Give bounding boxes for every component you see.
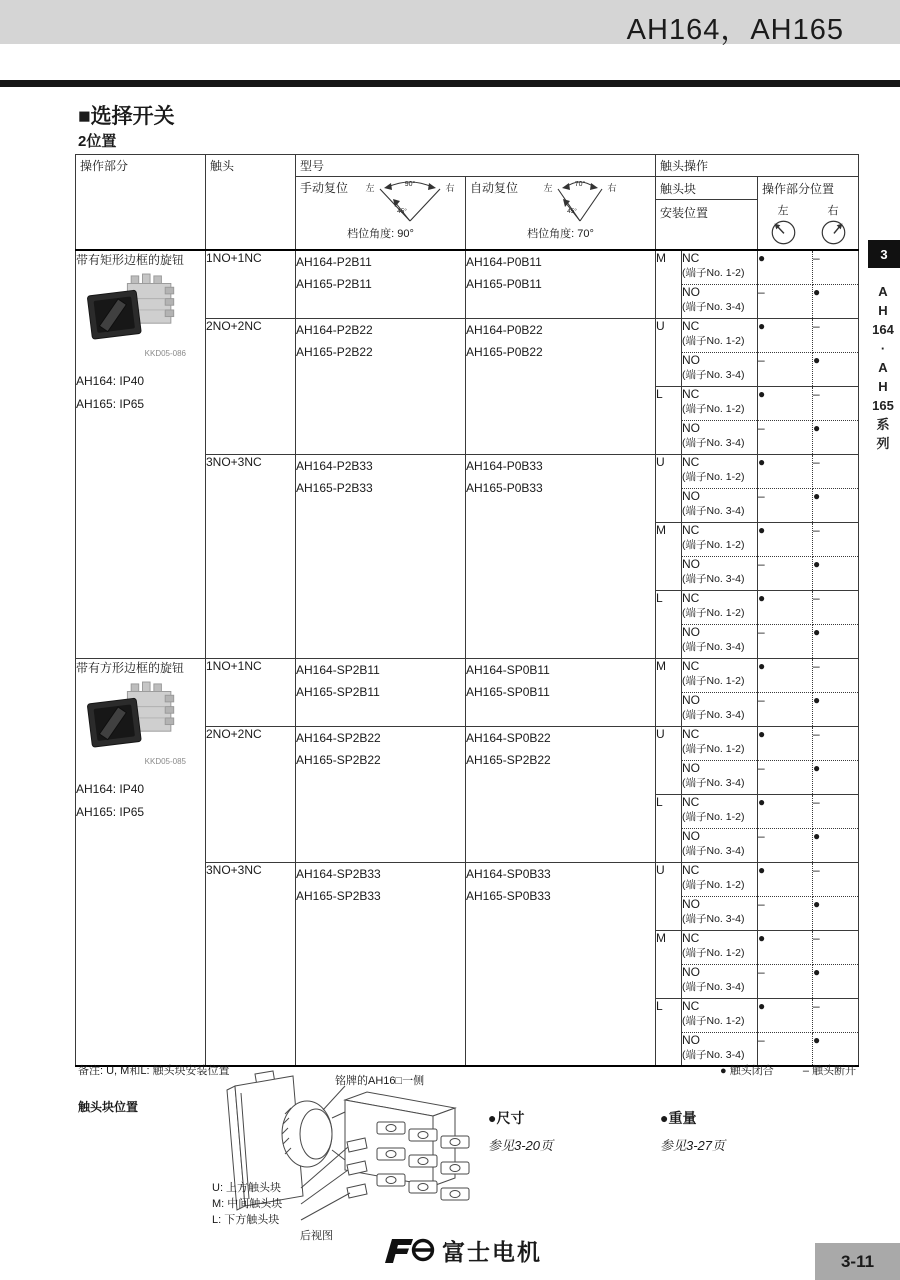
model-number: AH164-SP2B22: [296, 730, 381, 745]
right-state-cell: –: [813, 862, 859, 896]
mounting-position-cell: L: [656, 998, 682, 1066]
nc-label: NC: [682, 862, 700, 877]
left-state-cell: –: [758, 760, 813, 794]
left-state-cell: ●: [758, 726, 813, 760]
operation-part-cell: [76, 250, 206, 658]
page-number: 3-11: [815, 1243, 900, 1280]
dimensions-title: ●尺寸: [488, 1110, 525, 1126]
weight-title: ●重量: [660, 1110, 697, 1126]
left-state-cell: –: [758, 828, 813, 862]
ip-rating-line: AH164: IP40: [76, 374, 145, 388]
left-label: 左: [777, 205, 789, 217]
series-char: ·: [880, 341, 886, 356]
right-state-cell: ●: [813, 284, 859, 318]
left-state-cell: –: [758, 488, 813, 522]
manual-reset-models-cell: [296, 726, 466, 862]
right-state-cell: ●: [813, 1032, 859, 1066]
series-char: 164: [872, 322, 894, 337]
right-state-cell: –: [813, 522, 859, 556]
auto-angle-caption: 档位角度: 70°: [527, 228, 594, 240]
left-state-cell: –: [758, 896, 813, 930]
no-contact-cell: [682, 692, 758, 726]
nc-terminal-label: (端子No. 1-2): [682, 606, 745, 619]
auto-reset-models-cell: [466, 318, 656, 454]
manual-reset-models-cell: [296, 658, 466, 726]
nc-terminal-label: (端子No. 1-2): [682, 470, 745, 483]
no-label: NO: [682, 896, 701, 911]
no-terminal-label: (端子No. 3-4): [682, 1048, 745, 1061]
model-number: AH164-SP0B11: [466, 662, 550, 677]
left-state-cell: ●: [758, 658, 813, 692]
left-state-cell: ●: [758, 454, 813, 488]
nc-label: NC: [682, 454, 700, 469]
series-char: H: [878, 303, 888, 318]
nc-label: NC: [682, 590, 700, 605]
nc-contact-cell: [682, 658, 758, 692]
model-number: AH165-SP2B11: [296, 684, 380, 699]
nc-terminal-label: (端子No. 1-2): [682, 810, 745, 823]
model-number: AH164-P0B22: [466, 322, 543, 337]
nc-terminal-label: (端子No. 1-2): [682, 538, 745, 551]
table-row: [76, 250, 859, 284]
table-row: [76, 658, 859, 692]
left-state-cell: ●: [758, 590, 813, 624]
no-contact-cell: [682, 420, 758, 454]
col-contacts: 触头: [206, 155, 296, 251]
no-label: NO: [682, 284, 701, 299]
manual-reset-models-cell: [296, 862, 466, 1066]
no-label: NO: [682, 1032, 701, 1047]
nc-label: NC: [682, 251, 700, 265]
nc-label: NC: [682, 386, 700, 401]
mounting-position-cell: M: [656, 522, 682, 590]
nc-terminal-label: (端子No. 1-2): [682, 267, 745, 279]
left-state-cell: –: [758, 556, 813, 590]
model-number: AH164-SP0B22: [466, 730, 551, 745]
right-state-cell: ●: [813, 964, 859, 998]
position-label-line: U: 上方触头块: [212, 1182, 282, 1194]
right-state-cell: ●: [813, 760, 859, 794]
position-label-line: L: 下方触头块: [212, 1214, 280, 1226]
mounting-position-cell: M: [656, 250, 682, 318]
no-terminal-label: (端子No. 3-4): [682, 640, 745, 653]
left-state-cell: –: [758, 352, 813, 386]
weight-page-ref: 参见3-27页: [660, 1138, 726, 1153]
auto-reset-label: 自动复位: [470, 181, 519, 195]
mounting-position-cell: L: [656, 590, 682, 658]
series-char: A: [878, 284, 888, 299]
model-number: AH165-SP2B22: [296, 752, 381, 767]
no-contact-cell: [682, 896, 758, 930]
no-terminal-label: (端子No. 3-4): [682, 980, 745, 993]
nc-label: NC: [682, 998, 700, 1013]
product-photo-icon: [82, 272, 205, 349]
contact-block-header-cell: [656, 177, 758, 251]
no-terminal-label: (端子No. 3-4): [682, 436, 745, 449]
right-dial-icon: [820, 237, 847, 249]
legend-closed: ● 触头闭合: [720, 1065, 774, 1077]
model-number: AH165-SP0B11: [466, 684, 550, 699]
photo-caption: KKD05-085: [144, 756, 186, 766]
operation-part-title: 带有方形边框的旋钮: [76, 660, 185, 675]
model-number: AH164-SP0B33: [466, 866, 551, 881]
model-number: AH165-P2B33: [296, 480, 373, 495]
manual-reset-label: 手动复位: [300, 181, 349, 195]
contact-block-position-legend: [212, 1180, 282, 1228]
right-state-cell: ●: [813, 352, 859, 386]
no-terminal-label: (端子No. 3-4): [682, 300, 745, 313]
contacts-cell: 1NO+1NC: [206, 658, 296, 726]
model-number: AH164-P0B11: [466, 255, 542, 269]
series-char: A: [878, 360, 888, 375]
auto-reset-models-cell: [466, 862, 656, 1066]
contacts-cell: 3NO+3NC: [206, 862, 296, 1066]
ip-rating-line: AH164: IP40: [76, 781, 145, 796]
header-band: [0, 0, 900, 44]
right-state-cell: ●: [813, 488, 859, 522]
manual-reset-diagram-icon: [348, 179, 474, 228]
svg-text:45°: 45°: [397, 208, 407, 215]
svg-text:右: 右: [607, 183, 617, 193]
col-model: 型号: [296, 155, 656, 177]
nc-terminal-label: (端子No. 1-2): [682, 402, 745, 415]
photo-caption: KKD05-086: [144, 349, 186, 358]
nc-label: NC: [682, 658, 700, 673]
nc-contact-cell: [682, 590, 758, 624]
left-state-cell: –: [758, 964, 813, 998]
model-number: AH165-P2B11: [296, 277, 372, 291]
mounting-position-label: 安装位置: [660, 206, 709, 220]
nc-terminal-label: (端子No. 1-2): [682, 334, 745, 347]
nc-label: NC: [682, 930, 700, 945]
no-terminal-label: (端子No. 3-4): [682, 776, 745, 789]
contacts-cell: 3NO+3NC: [206, 454, 296, 658]
model-number: AH165-SP2B22: [466, 752, 551, 767]
contacts-cell: 1NO+1NC: [206, 250, 296, 318]
right-state-cell: –: [813, 454, 859, 488]
no-contact-cell: [682, 828, 758, 862]
manual-reset-models-cell: [296, 454, 466, 658]
nc-contact-cell: [682, 862, 758, 896]
model-number: AH165-SP0B33: [466, 888, 551, 903]
ip-rating-line: AH165: IP65: [76, 397, 145, 411]
mounting-position-cell: L: [656, 794, 682, 862]
contact-block-position-label: 触头块位置: [78, 1100, 139, 1114]
table-header-row: [76, 155, 859, 177]
series-char: 系: [876, 417, 890, 432]
manual-reset-models-cell: [296, 250, 466, 318]
right-state-cell: ●: [813, 624, 859, 658]
nc-contact-cell: [682, 794, 758, 828]
right-state-cell: –: [813, 998, 859, 1032]
series-char: 165: [872, 398, 894, 413]
legend-open: – 触头断开: [802, 1065, 856, 1077]
no-terminal-label: (端子No. 3-4): [682, 708, 745, 721]
nc-contact-cell: [682, 318, 758, 352]
table-body: [76, 250, 859, 1066]
weight-reference: [660, 1108, 725, 1154]
series-char: H: [878, 379, 888, 394]
left-state-cell: ●: [758, 250, 813, 284]
nc-label: NC: [682, 318, 700, 333]
model-number: AH164-SP2B11: [296, 662, 380, 677]
svg-text:右: 右: [445, 183, 455, 193]
no-contact-cell: [682, 624, 758, 658]
model-number: AH165-SP2B33: [296, 888, 381, 903]
left-state-cell: –: [758, 692, 813, 726]
contact-block-label: 触头块: [656, 177, 757, 200]
mounting-position-cell: M: [656, 930, 682, 998]
subsection-title: 2位置: [78, 133, 117, 150]
svg-text:90°: 90°: [404, 181, 416, 188]
mounting-position-cell: U: [656, 862, 682, 930]
no-contact-cell: [682, 1032, 758, 1066]
no-contact-cell: [682, 352, 758, 386]
left-state-cell: ●: [758, 930, 813, 964]
left-state-cell: –: [758, 1032, 813, 1066]
mounting-position-cell: U: [656, 726, 682, 794]
svg-text:左: 左: [543, 183, 553, 193]
no-terminal-label: (端子No. 3-4): [682, 504, 745, 517]
model-number: AH164-SP2B33: [296, 866, 381, 881]
right-state-cell: ●: [813, 896, 859, 930]
nc-label: NC: [682, 522, 700, 537]
logo-text: 富士电机: [442, 1239, 542, 1265]
no-contact-cell: [682, 760, 758, 794]
no-contact-cell: [682, 964, 758, 998]
left-state-cell: ●: [758, 386, 813, 420]
auto-reset-models-cell: [466, 726, 656, 862]
table-note: 备注: U, M和L: 触头块安装位置: [78, 1065, 230, 1077]
mounting-position-cell: L: [656, 386, 682, 454]
series-vertical-label: [862, 282, 900, 453]
operator-position-label: 操作部分位置: [762, 182, 835, 196]
auto-reset-diagram-icon: [518, 179, 644, 228]
nc-label: NC: [682, 794, 700, 809]
no-contact-cell: [682, 556, 758, 590]
contact-legend: [694, 1062, 856, 1078]
model-number: AH165-P0B33: [466, 480, 543, 495]
model-number: AH164-P2B22: [296, 322, 373, 337]
col-contact-operation: 触头操作: [656, 155, 859, 177]
left-state-cell: ●: [758, 998, 813, 1032]
no-label: NO: [682, 692, 701, 707]
model-number: AH165-P0B11: [466, 277, 542, 291]
no-terminal-label: (端子No. 3-4): [682, 912, 745, 925]
no-label: NO: [682, 488, 701, 503]
right-state-cell: –: [813, 590, 859, 624]
nameplate-callout: 铭牌的AH16□一侧: [335, 1075, 425, 1087]
header-rule: [0, 80, 900, 87]
no-label: NO: [682, 352, 701, 367]
rear-view-label: 后视图: [300, 1230, 333, 1242]
svg-text:左: 左: [365, 183, 375, 193]
model-number: AH164-P2B33: [296, 458, 373, 473]
mounting-position-cell: M: [656, 658, 682, 726]
left-position-header: [758, 202, 808, 249]
nc-contact-cell: [682, 522, 758, 556]
right-position-header: [808, 202, 858, 249]
series-char: 列: [876, 436, 890, 451]
manual-reset-header-cell: [296, 177, 466, 251]
operation-part-cell: [76, 658, 206, 1066]
nc-contact-cell: [682, 930, 758, 964]
auto-reset-models-cell: [466, 658, 656, 726]
right-state-cell: –: [813, 250, 859, 284]
auto-reset-models-cell: [466, 454, 656, 658]
right-state-cell: ●: [813, 828, 859, 862]
nc-contact-cell: [682, 726, 758, 760]
left-dial-icon: [770, 237, 797, 249]
mounting-position-cell: U: [656, 454, 682, 522]
chapter-tab: 3: [868, 240, 900, 268]
right-state-cell: –: [813, 794, 859, 828]
manual-reset-models-cell: [296, 318, 466, 454]
right-state-cell: –: [813, 726, 859, 760]
model-number: AH165-P2B22: [296, 344, 373, 359]
right-state-cell: ●: [813, 556, 859, 590]
model-number: AH165-P0B22: [466, 344, 543, 359]
right-state-cell: –: [813, 386, 859, 420]
nc-terminal-label: (端子No. 1-2): [682, 946, 745, 959]
nc-terminal-label: (端子No. 1-2): [682, 878, 745, 891]
operation-part-title: 带有矩形边框的旋钮: [76, 253, 185, 267]
ip-ratings: [76, 778, 205, 824]
contacts-cell: 2NO+2NC: [206, 318, 296, 454]
nc-contact-cell: [682, 386, 758, 420]
nc-contact-cell: [682, 250, 758, 284]
svg-text:45°: 45°: [567, 208, 577, 215]
right-state-cell: –: [813, 930, 859, 964]
model-number: AH164-P2B11: [296, 255, 372, 269]
no-label: NO: [682, 624, 701, 639]
nc-contact-cell: [682, 454, 758, 488]
nc-terminal-label: (端子No. 1-2): [682, 674, 745, 687]
ip-rating-line: AH165: IP65: [76, 804, 145, 819]
fuji-logo-icon: [382, 1236, 436, 1266]
no-label: NO: [682, 760, 701, 775]
model-number: AH164-P0B33: [466, 458, 543, 473]
auto-reset-models-cell: [466, 250, 656, 318]
left-state-cell: ●: [758, 522, 813, 556]
fuji-electric-logo: [382, 1234, 542, 1267]
dimensions-reference: [488, 1108, 553, 1154]
section-title: ■选择开关: [78, 105, 175, 128]
col-operation-part: 操作部分: [76, 155, 206, 251]
ip-ratings: [76, 370, 205, 416]
no-terminal-label: (端子No. 3-4): [682, 572, 745, 585]
no-contact-cell: [682, 284, 758, 318]
position-label-line: M: 中间触头块: [212, 1198, 283, 1210]
left-state-cell: ●: [758, 862, 813, 896]
left-state-cell: –: [758, 420, 813, 454]
left-state-cell: ●: [758, 318, 813, 352]
mounting-position-cell: U: [656, 318, 682, 386]
operator-position-header-cell: [758, 177, 859, 251]
right-state-cell: ●: [813, 420, 859, 454]
no-terminal-label: (端子No. 3-4): [682, 368, 745, 381]
nc-terminal-label: (端子No. 1-2): [682, 742, 745, 755]
svg-text:70°: 70°: [574, 181, 586, 188]
selector-switch-table: [75, 154, 859, 1067]
dimensions-page-ref: 参见3-20页: [488, 1138, 554, 1153]
no-label: NO: [682, 964, 701, 979]
nc-contact-cell: [682, 998, 758, 1032]
page-title: AH164，AH165: [626, 14, 844, 46]
right-state-cell: –: [813, 318, 859, 352]
left-state-cell: –: [758, 624, 813, 658]
right-state-cell: –: [813, 658, 859, 692]
no-contact-cell: [682, 488, 758, 522]
left-state-cell: –: [758, 284, 813, 318]
no-terminal-label: (端子No. 3-4): [682, 844, 745, 857]
contacts-cell: 2NO+2NC: [206, 726, 296, 862]
auto-reset-header-cell: [466, 177, 656, 251]
manual-angle-caption: 档位角度: 90°: [347, 228, 414, 240]
nc-terminal-label: (端子No. 1-2): [682, 1014, 745, 1027]
no-label: NO: [682, 556, 701, 571]
no-label: NO: [682, 828, 701, 843]
right-label: 右: [827, 205, 839, 217]
nc-label: NC: [682, 726, 700, 741]
no-label: NO: [682, 420, 701, 435]
product-photo-icon: [82, 680, 205, 757]
left-state-cell: ●: [758, 794, 813, 828]
right-state-cell: ●: [813, 692, 859, 726]
